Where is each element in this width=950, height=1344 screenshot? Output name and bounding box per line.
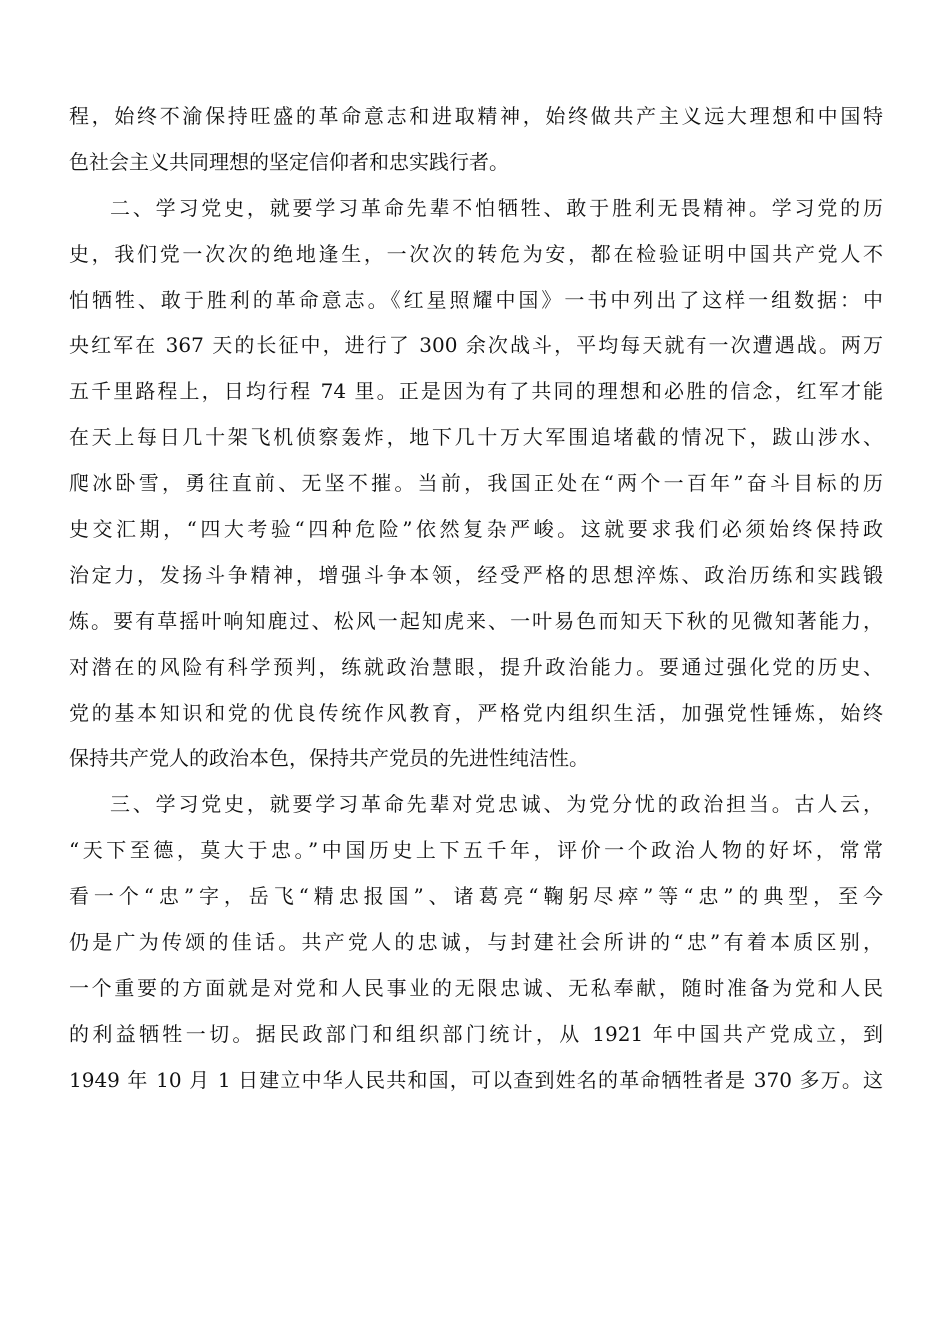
text-line: 五千里路程上，日均行程 74 里。正是因为有了共同的理想和必胜的信念，红军才能 [69,379,883,404]
text-line: 的利益牺牲一切。据民政部门和组织部门统计，从 1921 年中国共产党成立，到 [69,1021,883,1046]
text-line: 治定力，发扬斗争精神，增强斗争本领，经受严格的思想淬炼、政治历练和实践锻 [69,562,883,587]
text-line: 爬冰卧雪，勇往直前、无坚不摧。当前，我国正处在“两个一百年”奋斗目标的历 [69,471,883,496]
text-line: 在天上每日几十架飞机侦察轰炸，地下几十万大军围追堵截的情况下，跋山涉水、 [69,425,883,450]
text-line: 史，我们党一次次的绝地逢生，一次次的转危为安，都在检验证明中国共产党人不 [69,241,883,266]
text-line: 一个重要的方面就是对党和人民事业的无限忠诚、无私奉献，随时准备为党和人民 [69,975,883,1000]
text-line: “天下至德，莫大于忠。”中国历史上下五千年，评价一个政治人物的好坏，常常 [69,838,883,863]
text-line: 1949 年 10 月 1 日建立中华人民共和国，可以查到姓名的革命牺牲者是 370 多万。这 [69,1067,883,1092]
text-line: 史交汇期，“四大考验“四种危险”依然复杂严峻。这就要求我们必须始终保持政 [69,517,883,542]
text-line: 仍是广为传颂的佳话。共产党人的忠诚，与封建社会所讲的“忠”有着本质区别， [69,930,883,955]
text-line: 党的基本知识和党的优良传统作风教育，严格党内组织生活，加强党性锤炼，始终 [69,700,883,725]
text-line: 三、学习党史，就要学习革命先辈对党忠诚、为党分忧的政治担当。古人云， [110,792,883,817]
text-line: 二、学习党史，就要学习革命先辈不怕牺牲、敢于胜利无畏精神。学习党的历 [110,195,883,220]
text-line: 炼。要有草摇叶响知鹿过、松风一起知虎来、一叶易色而知天下秋的见微知著能力， [69,608,883,633]
paragraph-continued [69,94,883,186]
text-line: 保持共产党人的政治本色，保持共产党员的先进性纯洁性。 [69,746,589,771]
text-line: 程，始终不渝保持旺盛的革命意志和进取精神，始终做共产主义远大理想和中国特 [69,104,883,128]
text-line: 怕牺牲、敢于胜利的革命意志。《红星照耀中国》一书中列出了这样一组数据：中 [69,287,883,312]
paragraph-two [69,186,883,783]
document-body [69,94,883,1104]
text-line: 央红军在 367 天的长征中，进行了 300 余次战斗，平均每天就有一次遭遇战。两万 [69,333,883,358]
text-line: 看一个“忠”字，岳飞“精忠报国”、诸葛亮“鞠躬尽瘁”等“忠”的典型，至今 [69,884,883,909]
text-line: 对潜在的风险有科学预判，练就政治慧眼，提升政治能力。要通过强化党的历史、 [69,654,883,679]
paragraph-three [69,782,883,1103]
text-line: 色社会主义共同理想的坚定信仰者和忠实践行者。 [69,149,509,174]
